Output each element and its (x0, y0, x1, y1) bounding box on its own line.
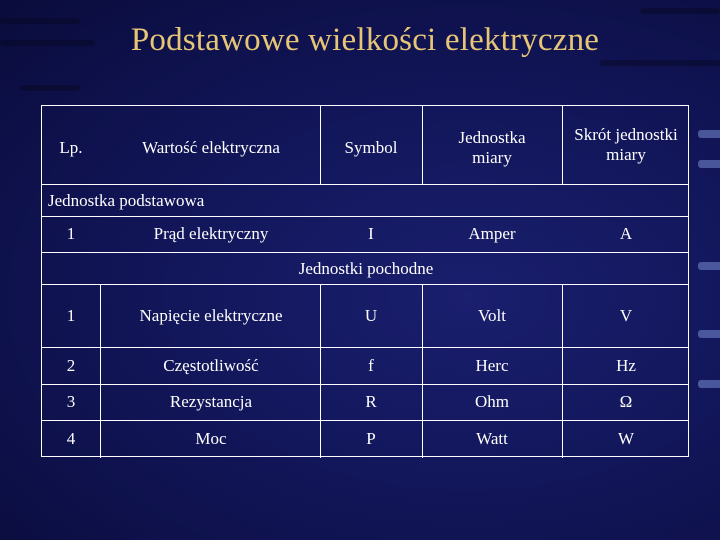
derived-symbol: R (365, 392, 377, 411)
section-basic-label: Jednostka podstawowa (48, 191, 205, 210)
derived-abbr: W (617, 429, 635, 448)
derived-symbol: U (364, 305, 378, 325)
basic-lp: 1 (66, 224, 76, 243)
derived-lp: 1 (66, 305, 76, 325)
background-streak (698, 330, 720, 338)
derived-symbol: f (368, 355, 374, 375)
derived-unit: Ohm (475, 392, 509, 411)
header-skrot: Skrót jednostki miary (574, 125, 678, 164)
header-wartosc: Wartość elektryczna (142, 138, 280, 157)
derived-lp: 3 (66, 392, 76, 411)
basic-abbr: A (619, 224, 633, 243)
derived-lp: 2 (66, 355, 76, 375)
derived-unit: Herc (475, 355, 509, 375)
basic-name: Prąd elektryczny (153, 224, 269, 243)
background-streak (20, 85, 80, 91)
derived-name: Napięcie elektryczne (139, 305, 283, 325)
derived-abbr: Ω (619, 392, 633, 411)
derived-unit: Volt (477, 305, 507, 325)
background-streak (698, 130, 720, 138)
header-symbol: Symbol (344, 138, 398, 157)
derived-abbr: V (619, 305, 633, 325)
derived-name: Częstotliwość (163, 355, 259, 375)
background-streak (640, 8, 720, 14)
derived-lp: 4 (66, 429, 76, 448)
header-lp: Lp. (59, 138, 83, 157)
derived-name: Moc (195, 429, 227, 448)
section-derived-label: Jednostki pochodne (298, 259, 434, 278)
derived-unit: Watt (476, 429, 508, 448)
derived-name: Rezystancja (169, 392, 253, 411)
background-streak (698, 262, 720, 270)
page-title: Podstawowe wielkości elektryczne (130, 22, 600, 58)
basic-unit: Amper (468, 224, 516, 243)
header-jednostka: Jednostka miary (458, 128, 526, 167)
units-table (41, 105, 689, 457)
background-streak (698, 380, 720, 388)
background-streak (698, 160, 720, 168)
derived-symbol: P (366, 429, 376, 448)
background-streak (600, 60, 720, 66)
derived-abbr: Hz (616, 355, 636, 375)
basic-symbol: I (368, 224, 374, 243)
